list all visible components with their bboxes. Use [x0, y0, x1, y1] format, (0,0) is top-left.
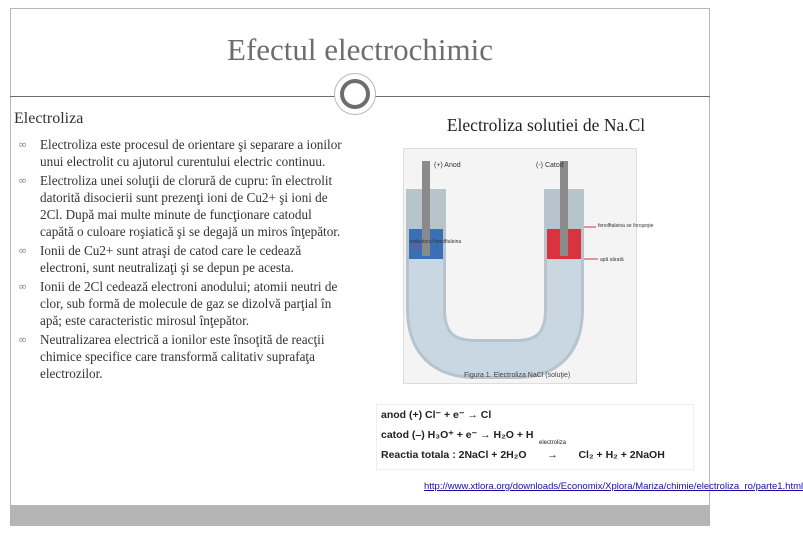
- source-link[interactable]: http://www.xtlora.org/downloads/Economix/Xplora/Mariza/chimie/electroliza_ro/parte1.html: [424, 481, 803, 492]
- left-heading: Electroliza: [14, 110, 84, 127]
- cathode-label: (-) Catod: [536, 162, 564, 169]
- indicator-label: indicatorul fenolftaleina: [410, 239, 462, 245]
- bullet-item: [18, 278, 348, 329]
- arrow-label: electroliza: [539, 440, 567, 446]
- bullet-marker-icon: ∞: [18, 174, 28, 187]
- bullet-text: Neutralizarea electrică a ionilor este însoţită de reacţii chimice specifice care transformă calitativ suprafaţa electrozilor.: [40, 332, 325, 381]
- slide-title: Efectul electrochimic: [227, 32, 493, 67]
- bullet-text: Electroliza unei soluţii de clorură de cupru: în electrolit datorită disocierii sunt prezenţi ioni de Cu2+ şi ioni de 2Cl. După mai multe minute de funcţionare catodul capătă o culoare roşiatică şi se degajă un miros înţepător.: [40, 173, 341, 239]
- electrolysis-arrow-icon: electroliza →: [530, 449, 576, 461]
- phenol-label: fenolftaleina se înroşeşte: [598, 223, 654, 229]
- bullet-marker-icon: ∞: [18, 138, 28, 151]
- total-equation-left: Reactia totala : 2NaCl + 2H₂O: [381, 449, 527, 461]
- reaction-equations: [376, 404, 694, 470]
- total-equation-right: Cl₂ + H₂ + 2NaOH: [578, 449, 665, 461]
- bullet-text: Ionii de Cu2+ sunt atraşi de catod care le cedează electroni, sunt neutralizaţi şi se depun pe acesta.: [40, 243, 302, 275]
- u-tube-svg: [404, 149, 654, 383]
- divider-ornament-circle: [340, 79, 370, 109]
- bullet-marker-icon: ∞: [18, 244, 28, 257]
- bullet-text: Electroliza este procesul de orientare şi separare a ionilor unui electrolit cu ajutorul curentului electric continuu.: [40, 137, 342, 169]
- anode-label: (+) Anod: [434, 162, 461, 169]
- anode-equation: anod (+) Cl⁻ + e⁻ → Cl: [381, 409, 492, 421]
- bullet-text: Ionii de 2Cl cedează electroni anodului; atomii neutri de clor, sub formă de molecule de gaz se dizolvă parţial în apă; este caracteristic mirosul înţepător.: [40, 279, 338, 328]
- right-heading: Electroliza solutiei de Na.Cl: [446, 115, 646, 135]
- cathode-electrode: [560, 161, 568, 256]
- figure-caption: Figura 1. Electroliza NaCl (soluţie): [464, 372, 571, 379]
- bullet-item: [18, 136, 348, 170]
- total-equation: [381, 440, 665, 461]
- bullet-item: [18, 331, 348, 382]
- bullet-item: [18, 172, 348, 240]
- bottom-bar: [10, 505, 710, 525]
- bullet-list: [18, 136, 348, 384]
- bullet-marker-icon: ∞: [18, 280, 28, 293]
- water-label: apă sărată: [600, 257, 624, 263]
- bullet-item: [18, 242, 348, 276]
- bullet-marker-icon: ∞: [18, 333, 28, 346]
- electrolysis-diagram: [403, 148, 654, 384]
- cathode-equation: catod (–) H₃O⁺ + e⁻ → H₂O + H: [381, 429, 534, 441]
